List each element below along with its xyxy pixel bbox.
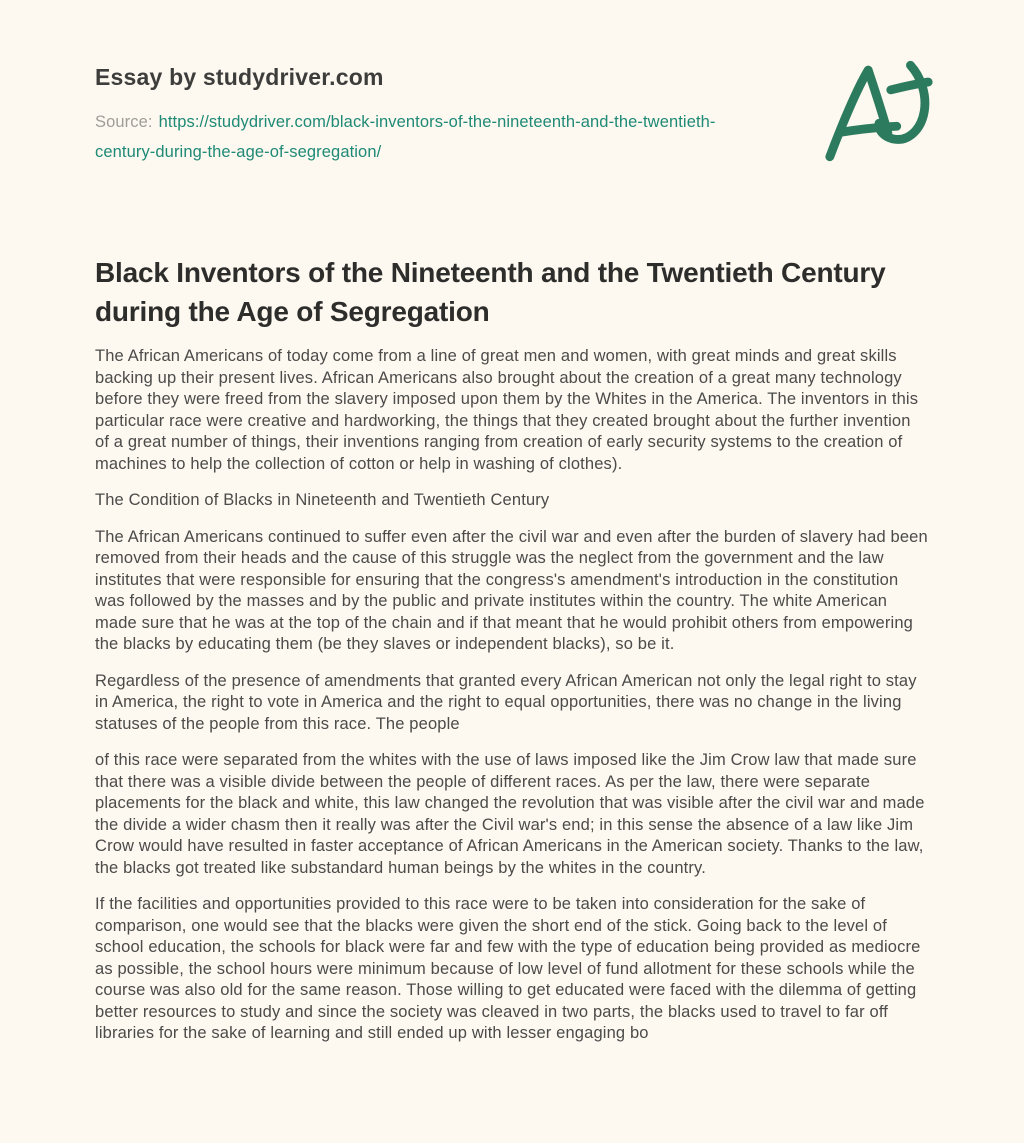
essay-paragraph: The African Americans continued to suffer even after the civil war and even after the burden of slavery had been removed from their heads and the cause of this struggle was the neglect from the government and the law institutes that were responsible for ensuring that the congress's amendment's introduction in the constitution was followed by the masses and by the public and private institutes within the country. The white American made sure that he was at the top of the chain and if that meant that he would prohibit others from empowering the blacks by educating them (be they slaves or independent blacks), so be it. [95,527,928,653]
a-plus-logo-icon [820,60,938,164]
essay-content [95,253,929,1045]
source-label: Source: [95,113,153,131]
source-line [95,107,767,167]
article-body [95,346,929,1045]
section-heading: The Condition of Blacks in Nineteenth and Twentieth Century [95,491,550,509]
essay-title: Black Inventors of the Nineteenth and the Twentieth Century during the Age of Segregation [95,257,886,327]
essay-paragraph: The African Americans of today come from a line of great men and women, with great minds and great skills backing up their present lives. African Americans also brought about the creation of a great many technology before they were freed from the slavery imposed upon them by the Whites in the America. The inventors in this particular race were creative and hardworking, the things that they created brought about the further invention of a great number of things, their inventions ranging from creation of early security systems to the creation of machines to help the collection of cotton or help in washing of clothes). [95,347,919,473]
source-url-link[interactable]: https://studydriver.com/black-inventors-of-the-nineteenth-and-the-twentieth-century-during-the-age-of-segregation/ [95,113,716,161]
essay-paragraph: Regardless of the presence of amendments that granted every African American not only the legal right to stay in America, the right to vote in America and the right to equal opportunities, there was no change in the living statuses of the people from this race. The people [95,671,917,733]
essay-paragraph: of this race were separated from the whites with the use of laws imposed like the Jim Crow law that made sure that there was a visible divide between the people of different races. As per the law, there were separate placements for the black and white, this law changed the revolution that was visible after the civil war and made the divide a wider chasm then it really was after the Civil war's end; in this sense the absence of a law like Jim Crow would have resulted in faster acceptance of African Americans in the American society. Thanks to the law, the blacks got treated like substandard human beings by the whites in the country. [95,751,925,877]
essay-header [95,64,929,167]
site-title: Essay by studydriver.com [95,64,384,90]
essay-paragraph: If the facilities and opportunities provided to this race were to be taken into consideration for the sake of comparison, one would see that the blacks were given the short end of the stick. Going back to the level of school education, the schools for black were far and few with the type of education being provided as mediocre as possible, the school hours were minimum because of low level of fund allotment for these schools while the course was also old for the same reason. Those willing to get educated were faced with the dilemma of getting better resources to study and since the society was cleaved in two parts, the blacks used to travel to far off libraries for the sake of learning and still ended up with lesser engaging bo [95,895,921,1042]
